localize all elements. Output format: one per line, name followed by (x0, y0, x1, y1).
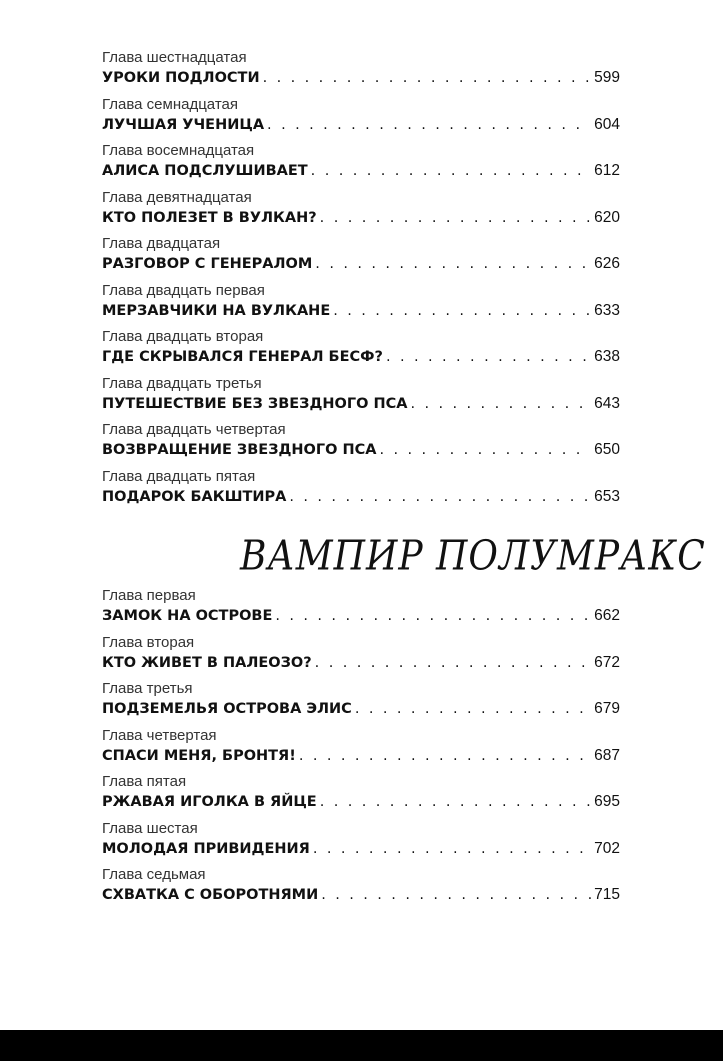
toc-row (102, 346, 620, 368)
toc-row (102, 605, 620, 627)
chapter-title: ПОДЗЕМЕЛЬЯ ОСТРОВА ЭЛИС (102, 701, 352, 717)
toc-entry (102, 679, 620, 726)
page-number: 633 (594, 301, 620, 319)
chapter-number: Глава шестая (102, 819, 198, 837)
toc-row (102, 253, 620, 275)
chapter-number: Глава семнадцатая (102, 95, 238, 113)
toc-row (102, 300, 620, 322)
dot-leader (311, 160, 591, 182)
page-number: 687 (594, 746, 620, 764)
dot-leader (315, 253, 591, 275)
toc-row (102, 486, 620, 508)
toc-entry (102, 420, 620, 467)
toc-row (102, 207, 620, 229)
chapter-title: КТО ЖИВЕТ В ПАЛЕОЗО? (102, 654, 312, 671)
chapter-number: Глава двадцатая (102, 235, 221, 252)
toc-part-1 (102, 48, 620, 513)
page-number: 643 (594, 394, 620, 412)
dot-leader (379, 439, 591, 461)
toc-entry (102, 95, 620, 142)
chapter-title: КТО ПОЛЕЗЕТ В ВУЛКАН? (102, 209, 317, 226)
toc-entry (102, 726, 620, 773)
page-number: 653 (594, 487, 620, 505)
page-number: 604 (594, 115, 620, 133)
chapter-number: Глава двадцать пятая (102, 467, 256, 485)
toc-row (102, 114, 620, 136)
chapter-title: МЕРЗАВЧИКИ НА ВУЛКАНЕ (102, 302, 331, 319)
page-number: 679 (594, 700, 620, 717)
chapter-number: Глава четвертая (102, 726, 217, 744)
dot-leader (333, 300, 591, 322)
chapter-title: ПУТЕШЕСТВИЕ БЕЗ ЗВЕЗДНОГО ПСА (102, 395, 408, 412)
chapter-title: СХВАТКА С ОБОРОТНЯМИ (102, 887, 319, 903)
toc-row (102, 160, 620, 182)
page-number: 599 (594, 69, 620, 86)
dot-leader (315, 652, 591, 674)
toc-entry (102, 234, 620, 281)
chapter-number: Глава двадцать третья (102, 374, 262, 392)
chapter-title: ВОЗВРАЩЕНИЕ ЗВЕЗДНОГО ПСА (102, 442, 377, 458)
toc-entry (102, 865, 620, 912)
page-number: 626 (594, 255, 620, 272)
dot-leader (263, 67, 592, 89)
toc-row (102, 884, 620, 906)
chapter-title: СПАСИ МЕНЯ, БРОНТЯ! (102, 747, 296, 764)
dot-leader (289, 486, 591, 508)
dot-leader (386, 346, 591, 368)
chapter-number: Глава двадцать вторая (102, 328, 264, 345)
dot-leader (275, 605, 591, 627)
toc-row (102, 745, 620, 767)
dot-leader (321, 884, 591, 906)
toc-entry (102, 819, 620, 866)
dot-leader (299, 745, 591, 767)
chapter-number: Глава вторая (102, 633, 195, 651)
chapter-number: Глава пятая (102, 773, 187, 790)
dot-leader (320, 791, 591, 813)
toc-entry (102, 374, 620, 421)
page-number: 662 (594, 607, 620, 624)
dot-leader (355, 698, 591, 720)
toc-entry (102, 141, 620, 188)
dot-leader (267, 114, 591, 136)
chapter-title: МОЛОДАЯ ПРИВИДЕНИЯ (102, 840, 310, 857)
section-heading: ВАМПИР ПОЛУМРАКС (240, 532, 706, 580)
chapter-title: РАЗГОВОР С ГЕНЕРАЛОМ (102, 256, 313, 272)
chapter-title: УРОКИ ПОДЛОСТИ (102, 70, 260, 86)
chapter-title: АЛИСА ПОДСЛУШИВАЕТ (102, 163, 308, 179)
chapter-title: ПОДАРОК БАКШТИРА (102, 488, 287, 505)
toc-row (102, 439, 620, 461)
chapter-number: Глава восемнадцатая (102, 142, 255, 159)
toc-part-2 (102, 586, 620, 912)
page-number: 638 (594, 348, 620, 365)
page-number: 612 (594, 162, 620, 179)
chapter-title: ЛУЧШАЯ УЧЕНИЦА (102, 116, 265, 133)
dot-leader (410, 393, 591, 415)
toc-row (102, 698, 620, 720)
toc-row (102, 67, 620, 89)
toc-row (102, 393, 620, 415)
chapter-title: ГДЕ СКРЫВАЛСЯ ГЕНЕРАЛ БЕСФ? (102, 349, 383, 365)
page-number: 650 (594, 441, 620, 458)
toc-entry (102, 586, 620, 633)
dot-leader (313, 838, 591, 860)
chapter-number: Глава третья (102, 680, 193, 697)
chapter-title: РЖАВАЯ ИГОЛКА В ЯЙЦЕ (102, 794, 317, 810)
toc-entry (102, 327, 620, 374)
chapter-number: Глава седьмая (102, 866, 206, 883)
toc-entry (102, 772, 620, 819)
chapter-number: Глава двадцать четвертая (102, 421, 286, 438)
bottom-black-bar (0, 1030, 723, 1061)
page-number: 695 (594, 793, 620, 810)
chapter-title: ЗАМОК НА ОСТРОВЕ (102, 608, 273, 624)
page-number: 715 (594, 886, 620, 903)
page-number: 620 (594, 208, 620, 226)
toc-row (102, 838, 620, 860)
toc-entry (102, 467, 620, 514)
toc-entry (102, 188, 620, 235)
chapter-number: Глава двадцать первая (102, 281, 265, 299)
dot-leader (320, 207, 591, 229)
page-number: 672 (594, 653, 620, 671)
toc-entry (102, 633, 620, 680)
toc-row (102, 791, 620, 813)
chapter-number: Глава шестнадцатая (102, 49, 247, 66)
toc-row (102, 652, 620, 674)
toc-entry (102, 48, 620, 95)
chapter-number: Глава первая (102, 587, 196, 604)
page-number: 702 (594, 839, 620, 857)
chapter-number: Глава девятнадцатая (102, 188, 252, 206)
toc-entry (102, 281, 620, 328)
